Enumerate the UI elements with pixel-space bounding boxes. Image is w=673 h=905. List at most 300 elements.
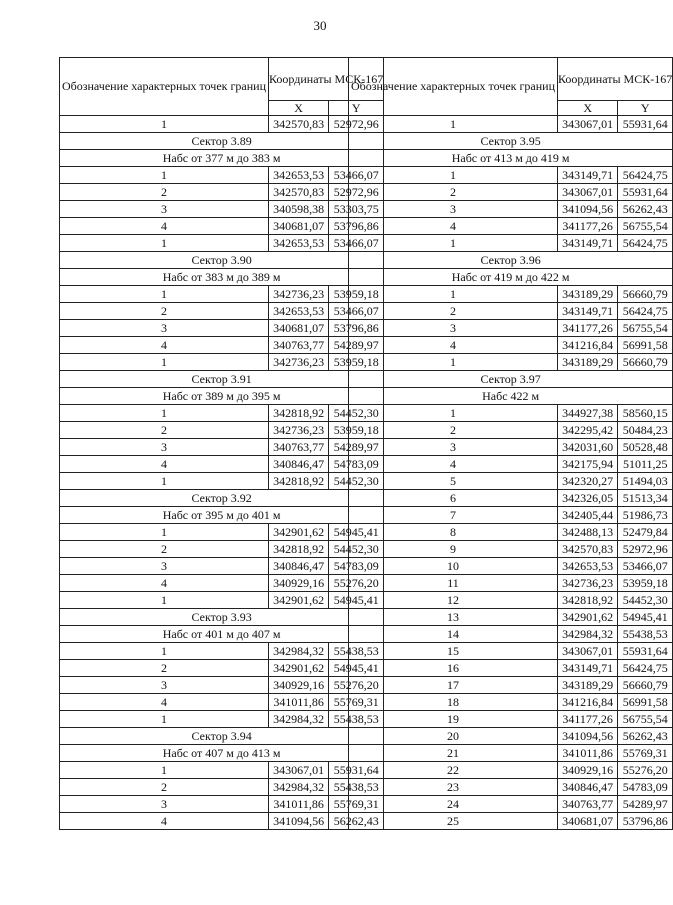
table-row [60, 473, 384, 490]
table-row [349, 473, 673, 490]
point-number-cell: 6 [349, 490, 558, 507]
sector-title: Сектор 3.95 [349, 133, 673, 150]
y-coordinate-cell: 55438,53 [329, 779, 384, 796]
x-coordinate-cell: 340846,47 [269, 456, 329, 473]
table-row [349, 575, 673, 592]
table-row [349, 337, 673, 354]
x-coordinate-cell: 340763,77 [269, 337, 329, 354]
table-row [349, 184, 673, 201]
x-coordinate-cell: 341094,56 [558, 201, 618, 218]
table-row [60, 575, 384, 592]
height-range-row [60, 269, 384, 286]
y-coordinate-cell: 53959,18 [329, 286, 384, 303]
table-row [60, 779, 384, 796]
table-row [349, 235, 673, 252]
point-number-cell: 1 [60, 524, 269, 541]
point-number-cell: 4 [349, 218, 558, 235]
x-column-header: X [269, 101, 329, 116]
y-coordinate-cell: 53303,75 [329, 201, 384, 218]
x-coordinate-cell: 340681,07 [558, 813, 618, 830]
point-number-cell: 3 [349, 320, 558, 337]
table-row [349, 303, 673, 320]
x-coordinate-cell: 343067,01 [269, 762, 329, 779]
table-row [60, 116, 384, 133]
sector-title-row [60, 609, 384, 626]
table-row [60, 677, 384, 694]
y-coordinate-cell: 55931,64 [618, 116, 673, 133]
x-coordinate-cell: 342295,42 [558, 422, 618, 439]
x-coordinate-cell: 342984,32 [269, 643, 329, 660]
y-coordinate-cell: 56424,75 [618, 167, 673, 184]
point-number-cell: 1 [349, 167, 558, 184]
y-coordinate-cell: 53796,86 [329, 218, 384, 235]
x-coordinate-cell: 342818,92 [269, 541, 329, 558]
x-coordinate-cell: 344927,38 [558, 405, 618, 422]
x-coordinate-cell: 343067,01 [558, 184, 618, 201]
table-row [349, 218, 673, 235]
point-number-cell: 9 [349, 541, 558, 558]
designation-header: Обозначение характерных точек границ [349, 58, 558, 116]
y-coordinate-cell: 54452,30 [329, 405, 384, 422]
height-range-label: Набс от 383 м до 389 м [60, 269, 384, 286]
y-coordinate-cell: 53466,07 [329, 167, 384, 184]
point-number-cell: 2 [349, 184, 558, 201]
table-row [349, 592, 673, 609]
y-coordinate-cell: 55276,20 [618, 762, 673, 779]
table-row [349, 524, 673, 541]
table-row [60, 286, 384, 303]
y-coordinate-cell: 56262,43 [618, 728, 673, 745]
point-number-cell: 4 [60, 575, 269, 592]
x-coordinate-cell: 341094,56 [269, 813, 329, 830]
y-coordinate-cell: 55769,31 [618, 745, 673, 762]
y-coordinate-cell: 54783,09 [618, 779, 673, 796]
y-coordinate-cell: 56424,75 [618, 235, 673, 252]
point-number-cell: 1 [60, 711, 269, 728]
table-row [349, 609, 673, 626]
y-coordinate-cell: 55276,20 [329, 575, 384, 592]
point-number-cell: 16 [349, 660, 558, 677]
y-coordinate-cell: 55438,53 [618, 626, 673, 643]
y-coordinate-cell: 53959,18 [618, 575, 673, 592]
table-row [60, 235, 384, 252]
point-number-cell: 2 [60, 184, 269, 201]
table-row [60, 541, 384, 558]
table-row [60, 762, 384, 779]
sector-title: Сектор 3.97 [349, 371, 673, 388]
x-coordinate-cell: 343189,29 [558, 354, 618, 371]
table-row [349, 558, 673, 575]
height-range-row [60, 745, 384, 762]
point-number-cell: 3 [60, 439, 269, 456]
y-coordinate-cell: 50528,48 [618, 439, 673, 456]
table-row [60, 184, 384, 201]
height-range-row [349, 150, 673, 167]
table-row [349, 405, 673, 422]
y-coordinate-cell: 54289,97 [329, 439, 384, 456]
y-coordinate-cell: 56991,58 [618, 337, 673, 354]
x-coordinate-cell: 342984,32 [269, 711, 329, 728]
table-row [60, 167, 384, 184]
x-coordinate-cell: 342326,05 [558, 490, 618, 507]
x-coordinate-cell: 342901,62 [269, 592, 329, 609]
sector-title: Сектор 3.92 [60, 490, 384, 507]
x-coordinate-cell: 343067,01 [558, 643, 618, 660]
point-number-cell: 3 [60, 677, 269, 694]
point-number-cell: 1 [60, 405, 269, 422]
y-coordinate-cell: 55931,64 [618, 184, 673, 201]
point-number-cell: 1 [60, 235, 269, 252]
sector-title: Сектор 3.96 [349, 252, 673, 269]
y-coordinate-cell: 54452,30 [329, 541, 384, 558]
sector-title: Сектор 3.93 [60, 609, 384, 626]
height-range-row [60, 388, 384, 405]
x-coordinate-cell: 343149,71 [558, 235, 618, 252]
y-coordinate-cell: 56660,79 [618, 354, 673, 371]
y-coordinate-cell: 53959,18 [329, 422, 384, 439]
y-coordinate-cell: 56755,54 [618, 711, 673, 728]
table-row [349, 439, 673, 456]
x-coordinate-cell: 343149,71 [558, 167, 618, 184]
x-coordinate-cell: 342736,23 [269, 354, 329, 371]
point-number-cell: 1 [60, 286, 269, 303]
height-range-row [60, 150, 384, 167]
height-range-row [60, 626, 384, 643]
x-coordinate-cell: 340846,47 [558, 779, 618, 796]
table-row [349, 677, 673, 694]
y-coordinate-cell: 56991,58 [618, 694, 673, 711]
x-column-header: X [558, 101, 618, 116]
designation-header: Обозначение характерных точек границ [60, 58, 269, 116]
y-coordinate-cell: 56755,54 [618, 218, 673, 235]
x-coordinate-cell: 342175,94 [558, 456, 618, 473]
sector-title-row [60, 133, 384, 150]
point-number-cell: 2 [60, 779, 269, 796]
point-number-cell: 13 [349, 609, 558, 626]
x-coordinate-cell: 342984,32 [269, 779, 329, 796]
y-coordinate-cell: 52479,84 [618, 524, 673, 541]
point-number-cell: 2 [60, 660, 269, 677]
point-number-cell: 2 [60, 541, 269, 558]
height-range-label: Набс от 413 м до 419 м [349, 150, 673, 167]
table-row [60, 422, 384, 439]
y-coordinate-cell: 54945,41 [329, 660, 384, 677]
table-row [60, 660, 384, 677]
x-coordinate-cell: 342031,60 [558, 439, 618, 456]
y-coordinate-cell: 54945,41 [618, 609, 673, 626]
point-number-cell: 15 [349, 643, 558, 660]
x-coordinate-cell: 342570,83 [269, 184, 329, 201]
point-number-cell: 4 [60, 337, 269, 354]
point-number-cell: 3 [349, 439, 558, 456]
x-coordinate-cell: 341094,56 [558, 728, 618, 745]
sector-title-row [60, 728, 384, 745]
y-coordinate-cell: 54945,41 [329, 524, 384, 541]
point-number-cell: 5 [349, 473, 558, 490]
point-number-cell: 24 [349, 796, 558, 813]
height-range-label: Набс от 407 м до 413 м [60, 745, 384, 762]
point-number-cell: 2 [60, 422, 269, 439]
sector-title-row [60, 252, 384, 269]
point-number-cell: 7 [349, 507, 558, 524]
y-coordinate-cell: 52972,96 [329, 184, 384, 201]
x-coordinate-cell: 341011,86 [269, 796, 329, 813]
sector-title-row [349, 133, 673, 150]
y-coordinate-cell: 54945,41 [329, 592, 384, 609]
table-row [60, 320, 384, 337]
x-coordinate-cell: 342653,53 [269, 303, 329, 320]
coordinates-table-left [59, 57, 384, 830]
sector-title: Сектор 3.94 [60, 728, 384, 745]
table-row [349, 456, 673, 473]
table-row [60, 337, 384, 354]
table-row [60, 201, 384, 218]
y-coordinate-cell: 51011,25 [618, 456, 673, 473]
table-row [349, 694, 673, 711]
x-coordinate-cell: 342320,27 [558, 473, 618, 490]
x-coordinate-cell: 342570,83 [269, 116, 329, 133]
table-row [60, 711, 384, 728]
x-coordinate-cell: 341011,86 [558, 745, 618, 762]
sector-title-row [349, 252, 673, 269]
x-coordinate-cell: 340929,16 [269, 677, 329, 694]
x-coordinate-cell: 343189,29 [558, 677, 618, 694]
sector-title-row [349, 371, 673, 388]
x-coordinate-cell: 343067,01 [558, 116, 618, 133]
table-row [349, 813, 673, 830]
table-row [349, 354, 673, 371]
y-coordinate-cell: 56660,79 [618, 677, 673, 694]
y-coordinate-cell: 53796,86 [329, 320, 384, 337]
y-coordinate-cell: 55438,53 [329, 711, 384, 728]
y-coordinate-cell: 54289,97 [329, 337, 384, 354]
table-row [349, 762, 673, 779]
y-coordinate-cell: 51513,34 [618, 490, 673, 507]
y-coordinate-cell: 54452,30 [618, 592, 673, 609]
table-row [60, 558, 384, 575]
point-number-cell: 1 [60, 354, 269, 371]
y-coordinate-cell: 58560,15 [618, 405, 673, 422]
x-coordinate-cell: 343149,71 [558, 660, 618, 677]
x-coordinate-cell: 343189,29 [558, 286, 618, 303]
y-coordinate-cell: 56755,54 [618, 320, 673, 337]
table-row [60, 218, 384, 235]
x-coordinate-cell: 342984,32 [558, 626, 618, 643]
y-coordinate-cell: 54452,30 [329, 473, 384, 490]
point-number-cell: 3 [60, 320, 269, 337]
table-body [60, 116, 384, 830]
table-row [60, 813, 384, 830]
table-row [349, 422, 673, 439]
y-coordinate-cell: 56262,43 [618, 201, 673, 218]
table-row [349, 490, 673, 507]
x-coordinate-cell: 342736,23 [269, 286, 329, 303]
y-coordinate-cell: 56424,75 [618, 303, 673, 320]
point-number-cell: 10 [349, 558, 558, 575]
y-column-header: Y [329, 101, 384, 116]
table-row [349, 711, 673, 728]
height-range-label: Набс от 401 м до 407 м [60, 626, 384, 643]
table-row [349, 626, 673, 643]
y-coordinate-cell: 50484,23 [618, 422, 673, 439]
height-range-row [60, 507, 384, 524]
x-coordinate-cell: 340763,77 [269, 439, 329, 456]
point-number-cell: 3 [60, 558, 269, 575]
table-row [60, 405, 384, 422]
point-number-cell: 23 [349, 779, 558, 796]
table-row [349, 796, 673, 813]
point-number-cell: 22 [349, 762, 558, 779]
x-coordinate-cell: 340929,16 [269, 575, 329, 592]
table-body [349, 116, 673, 830]
table-row [349, 745, 673, 762]
x-coordinate-cell: 341177,26 [558, 320, 618, 337]
x-coordinate-cell: 340763,77 [558, 796, 618, 813]
point-number-cell: 1 [349, 235, 558, 252]
y-coordinate-cell: 56262,43 [329, 813, 384, 830]
x-coordinate-cell: 342488,13 [558, 524, 618, 541]
x-coordinate-cell: 342818,92 [558, 592, 618, 609]
y-coordinate-cell: 56660,79 [618, 286, 673, 303]
point-number-cell: 2 [349, 422, 558, 439]
point-number-cell: 18 [349, 694, 558, 711]
y-coordinate-cell: 53466,07 [329, 235, 384, 252]
y-coordinate-cell: 55438,53 [329, 643, 384, 660]
y-coordinate-cell: 54289,97 [618, 796, 673, 813]
table-row [60, 796, 384, 813]
y-column-header: Y [618, 101, 673, 116]
point-number-cell: 17 [349, 677, 558, 694]
point-number-cell: 1 [349, 286, 558, 303]
point-number-cell: 1 [60, 473, 269, 490]
y-coordinate-cell: 51494,03 [618, 473, 673, 490]
point-number-cell: 4 [60, 218, 269, 235]
y-coordinate-cell: 55931,64 [618, 643, 673, 660]
point-number-cell: 4 [60, 694, 269, 711]
x-coordinate-cell: 341216,84 [558, 337, 618, 354]
sector-title: Сектор 3.89 [60, 133, 384, 150]
y-coordinate-cell: 53796,86 [618, 813, 673, 830]
table-row [349, 320, 673, 337]
point-number-cell: 4 [60, 456, 269, 473]
table-row [349, 116, 673, 133]
point-number-cell: 1 [60, 762, 269, 779]
table-row [349, 728, 673, 745]
x-coordinate-cell: 342901,62 [558, 609, 618, 626]
height-range-label: Набс от 395 м до 401 м [60, 507, 384, 524]
x-coordinate-cell: 342570,83 [558, 541, 618, 558]
y-coordinate-cell: 52972,96 [618, 541, 673, 558]
point-number-cell: 3 [349, 201, 558, 218]
table-row [60, 354, 384, 371]
x-coordinate-cell: 342901,62 [269, 524, 329, 541]
x-coordinate-cell: 342653,53 [558, 558, 618, 575]
x-coordinate-cell: 342405,44 [558, 507, 618, 524]
table-row [60, 456, 384, 473]
y-coordinate-cell: 56424,75 [618, 660, 673, 677]
table-row [349, 507, 673, 524]
height-range-row [349, 388, 673, 405]
point-number-cell: 1 [349, 116, 558, 133]
x-coordinate-cell: 341177,26 [558, 218, 618, 235]
y-coordinate-cell: 52972,96 [329, 116, 384, 133]
height-range-label: Набс 422 м [349, 388, 673, 405]
point-number-cell: 1 [60, 643, 269, 660]
x-coordinate-cell: 340929,16 [558, 762, 618, 779]
point-number-cell: 21 [349, 745, 558, 762]
table-row [349, 660, 673, 677]
y-coordinate-cell: 55769,31 [329, 796, 384, 813]
x-coordinate-cell: 340846,47 [269, 558, 329, 575]
x-coordinate-cell: 341216,84 [558, 694, 618, 711]
point-number-cell: 3 [60, 796, 269, 813]
x-coordinate-cell: 342901,62 [269, 660, 329, 677]
sector-title: Сектор 3.91 [60, 371, 384, 388]
y-coordinate-cell: 51986,73 [618, 507, 673, 524]
y-coordinate-cell: 54783,09 [329, 456, 384, 473]
x-coordinate-cell: 343149,71 [558, 303, 618, 320]
x-coordinate-cell: 340598,38 [269, 201, 329, 218]
x-coordinate-cell: 342736,23 [558, 575, 618, 592]
point-number-cell: 1 [60, 592, 269, 609]
page-number: 30 [313, 18, 327, 33]
height-range-label: Набс от 389 м до 395 м [60, 388, 384, 405]
point-number-cell: 1 [349, 405, 558, 422]
table-row [349, 779, 673, 796]
point-number-cell: 1 [60, 167, 269, 184]
point-number-cell: 14 [349, 626, 558, 643]
point-number-cell: 19 [349, 711, 558, 728]
point-number-cell: 4 [349, 337, 558, 354]
height-range-label: Набс от 377 м до 383 м [60, 150, 384, 167]
y-coordinate-cell: 54783,09 [329, 558, 384, 575]
table-row [60, 592, 384, 609]
x-coordinate-cell: 342818,92 [269, 405, 329, 422]
table-row [349, 286, 673, 303]
table-row [349, 201, 673, 218]
table-row [60, 303, 384, 320]
point-number-cell: 4 [349, 456, 558, 473]
sector-title-row [60, 490, 384, 507]
table-row [60, 643, 384, 660]
point-number-cell: 12 [349, 592, 558, 609]
table-row [349, 167, 673, 184]
point-number-cell: 3 [60, 201, 269, 218]
x-coordinate-cell: 341177,26 [558, 711, 618, 728]
table-row [60, 439, 384, 456]
table-row [349, 643, 673, 660]
point-number-cell: 8 [349, 524, 558, 541]
height-range-row [349, 269, 673, 286]
table-row [349, 541, 673, 558]
table-row [60, 524, 384, 541]
point-number-cell: 25 [349, 813, 558, 830]
x-coordinate-cell: 340681,07 [269, 320, 329, 337]
point-number-cell: 4 [60, 813, 269, 830]
x-coordinate-cell: 341011,86 [269, 694, 329, 711]
x-coordinate-cell: 342818,92 [269, 473, 329, 490]
y-coordinate-cell: 55931,64 [329, 762, 384, 779]
coordinates-table-right [348, 57, 673, 830]
point-number-cell: 1 [60, 116, 269, 133]
y-coordinate-cell: 55276,20 [329, 677, 384, 694]
table-row [60, 694, 384, 711]
x-coordinate-cell: 340681,07 [269, 218, 329, 235]
sector-title: Сектор 3.90 [60, 252, 384, 269]
coordinates-header: Координаты МСК-167 [558, 58, 673, 101]
point-number-cell: 20 [349, 728, 558, 745]
y-coordinate-cell: 53466,07 [329, 303, 384, 320]
